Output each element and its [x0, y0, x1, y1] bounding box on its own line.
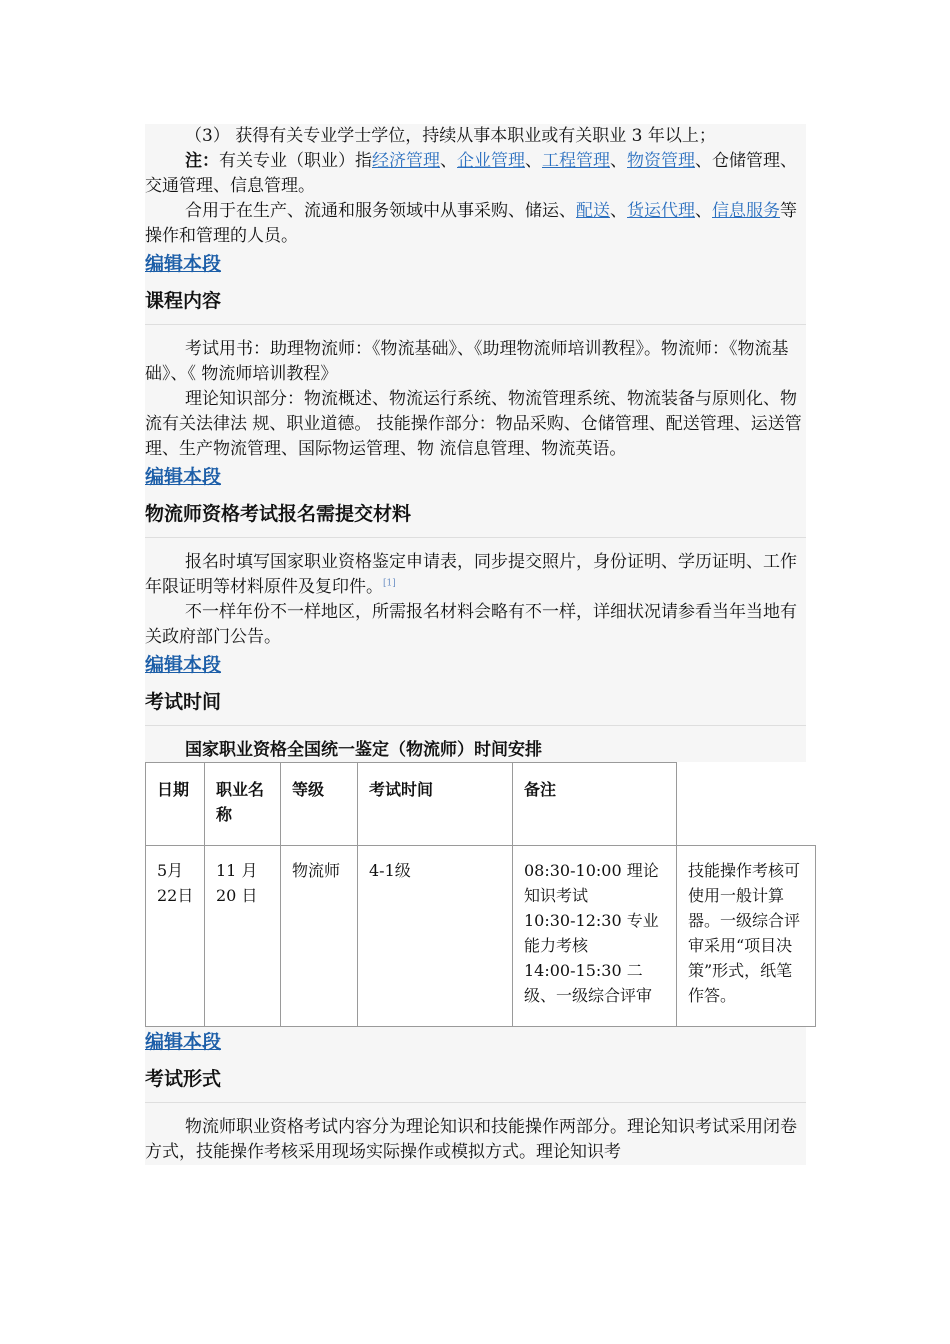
exam-schedule-table: [145, 762, 816, 1027]
header-occupation: 职业名称: [205, 763, 281, 846]
edit-section-link[interactable]: 编辑本段: [145, 253, 222, 275]
schedule-caption: 国家职业资格全国统一鉴定（物流师）时间安排: [185, 740, 542, 760]
cell-level: 4-1级: [358, 846, 513, 1027]
section-heading-exam-form: 考试形式: [145, 1056, 806, 1103]
edit-section-link[interactable]: 编辑本段: [145, 466, 222, 488]
time-slot: 08:30-10:00 理论知识考试: [524, 861, 659, 905]
materials-note: 不一样年份不一样地区，所需报名材料会略有不一样，详细状况请参看当年当地有关政府部门公告。: [145, 602, 797, 647]
cell-remark: 技能操作考核可使用一般计算器。一级综合评审采用“项目决策”形式，纸笔作答。: [677, 846, 816, 1027]
link-materials-management[interactable]: 物资管理: [627, 151, 695, 171]
qualification-item-3: （3） 获得有关专业学士学位，持续从事本职业或有关职业 3 年以上；: [185, 126, 716, 146]
cell-occupation: 11 月 20 日: [205, 846, 281, 1027]
reference-link[interactable]: [1]: [383, 578, 396, 589]
edit-section-link[interactable]: 编辑本段: [145, 1031, 222, 1053]
course-textbooks: 考试用书：助理物流师：《物流基础》、《助理物流师培训教程》。物流师：《物流基础》、《 物流师培训教程》: [145, 339, 789, 384]
link-enterprise-management[interactable]: 企业管理: [457, 151, 525, 171]
edit-section-link[interactable]: 编辑本段: [145, 654, 222, 676]
materials-paragraph: 报名时填写国家职业资格鉴定申请表，同步提交照片，身份证明、学历证明、工作年限证明等材料原件及复印件。[1]: [145, 552, 797, 597]
section-heading-materials: 物流师资格考试报名需提交材料: [145, 491, 806, 538]
link-distribution[interactable]: 配送: [576, 201, 610, 221]
note-text: 有关专业（职业）指: [219, 151, 372, 171]
exam-form-paragraph: 物流师职业资格考试内容分为理论知识和技能操作两部分。理论知识考试采用闭卷方式，技能操作考核采用现场实际操作或模拟方式。理论知识考: [145, 1117, 797, 1162]
table-header-row: [146, 763, 816, 846]
header-blank-cell: [677, 763, 816, 846]
time-slot: 10:30-12:30 专业能力考核: [524, 911, 659, 955]
header-date: 日期: [146, 763, 205, 846]
cell-profession: 物流师: [281, 846, 358, 1027]
applicability-paragraph: 合用于在生产、流通和服务领域中从事采购、储运、配送、货运代理、信息服务等操作和管理的人员。: [145, 201, 797, 246]
note-label: 注：: [185, 151, 219, 171]
note-text-tail: 仓储管理、交通管理、信息管理。: [145, 151, 797, 196]
link-engineering-management[interactable]: 工程管理: [542, 151, 610, 171]
link-information-service[interactable]: 信息服务: [712, 201, 780, 221]
cell-date: 5月22日: [146, 846, 205, 1027]
document-page: [145, 124, 806, 1165]
table-row: [146, 846, 816, 1027]
link-economic-management[interactable]: 经济管理: [372, 151, 440, 171]
link-freight-forwarding[interactable]: 货运代理: [627, 201, 695, 221]
time-slot: 14:00-15:30 二级、一级综合评审: [524, 961, 653, 1005]
course-content: 理论知识部分：物流概述、物流运行系统、物流管理系统、物流装备与原则化、物流有关法律法 规、职业道德。 技能操作部分：物品采购、仓储管理、配送管理、运送管理、生产物流管理、国际物运管理、物 流信息管理、物流英语。: [145, 389, 802, 459]
header-level: 等级: [281, 763, 358, 846]
header-exam-time: 考试时间: [358, 763, 513, 846]
cell-times: [513, 846, 677, 1027]
note-paragraph: 注：有关专业（职业）指经济管理、企业管理、工程管理、物资管理、仓储管理、交通管理、信息管理。: [145, 151, 797, 196]
section-heading-course: 课程内容: [145, 278, 806, 325]
header-remark: 备注: [513, 763, 677, 846]
section-heading-exam-time: 考试时间: [145, 679, 806, 726]
